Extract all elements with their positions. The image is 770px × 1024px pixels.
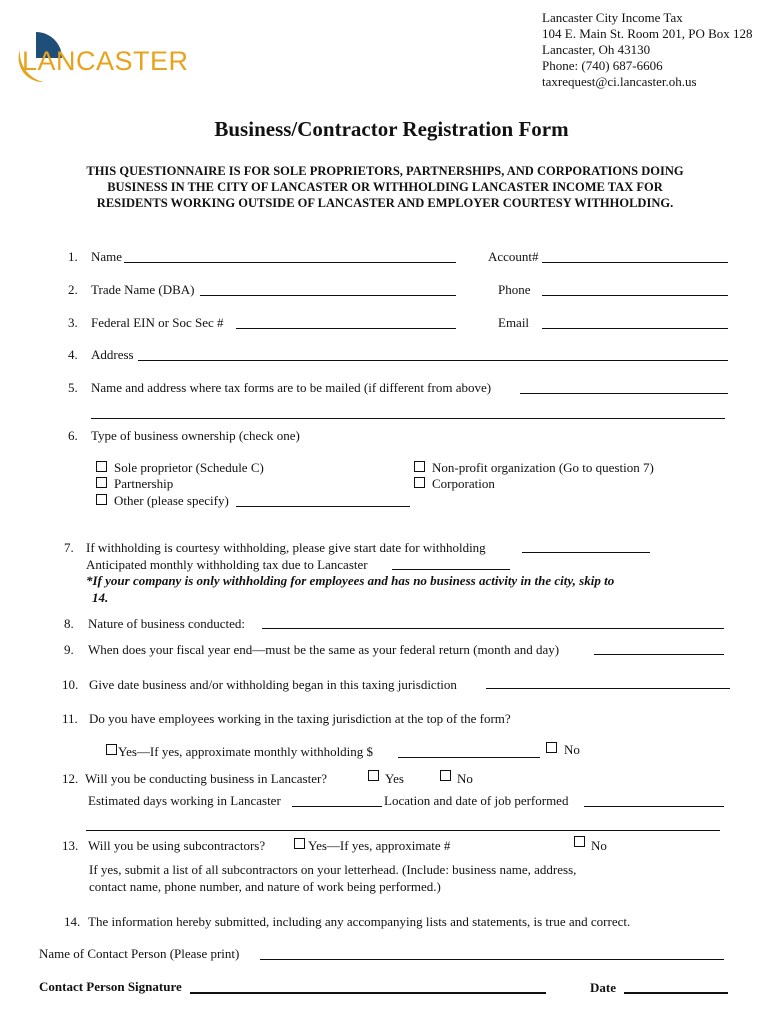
certification-statement: The information hereby submitted, including any accompanying lists and statements, is true and correct. xyxy=(88,914,631,929)
conducting-business-label: Will you be conducting business in Lancaster? xyxy=(85,771,328,786)
conducting-no-checkbox[interactable] xyxy=(440,770,451,781)
employees-no-label: No xyxy=(564,742,580,757)
q2-number: 2. xyxy=(68,282,78,297)
q1-number: 1. xyxy=(68,249,78,264)
sole-proprietor-checkbox[interactable] xyxy=(96,461,107,472)
mailing-field-line2[interactable] xyxy=(91,418,725,419)
partnership-checkbox[interactable] xyxy=(96,477,107,488)
withholding-start-field[interactable] xyxy=(522,552,650,553)
contact-name-label: Name of Contact Person (Please print) xyxy=(39,946,240,961)
fiscal-year-field[interactable] xyxy=(594,654,724,655)
estimated-days-field[interactable] xyxy=(292,806,382,807)
subcontractors-label: Will you be using subcontractors? xyxy=(88,838,266,853)
mailing-label: Name and address where tax forms are to be mailed (if different from above) xyxy=(91,380,492,395)
employees-label: Do you have employees working in the taxing jurisdiction at the top of the form? xyxy=(89,711,511,726)
q11-number: 11. xyxy=(62,711,78,726)
trade-name-label: Trade Name (DBA) xyxy=(91,282,195,297)
start-date-field[interactable] xyxy=(486,688,730,689)
conducting-yes-checkbox[interactable] xyxy=(368,770,379,781)
logo-text: LANCASTER xyxy=(22,46,189,76)
email-label: Email xyxy=(498,315,530,330)
q7-note: *If your company is only withholding for employees and has no business activity in the city, skip to xyxy=(86,573,615,588)
conducting-yes-label: Yes xyxy=(385,771,404,786)
address-line: taxrequest@ci.lancaster.oh.us xyxy=(542,74,697,89)
name-field[interactable] xyxy=(124,262,456,263)
nonprofit-label: Non-profit organization (Go to question 7) xyxy=(432,460,654,475)
other-checkbox[interactable] xyxy=(96,494,107,505)
signature-field[interactable] xyxy=(190,992,546,994)
contact-name-field[interactable] xyxy=(260,959,724,960)
monthly-withholding-label: Anticipated monthly withholding tax due to Lancaster xyxy=(86,557,368,572)
account-label: Account# xyxy=(488,249,539,264)
q4-number: 4. xyxy=(68,347,78,362)
q3-number: 3. xyxy=(68,315,78,330)
address-line: Phone: (740) 687-6606 xyxy=(542,58,663,73)
employees-withholding-field[interactable] xyxy=(398,757,540,758)
start-date-label: Give date business and/or withholding began in this taxing jurisdiction xyxy=(89,677,457,692)
monthly-withholding-field[interactable] xyxy=(392,569,510,570)
subcontractors-no-label: No xyxy=(591,838,607,853)
instruction-line: THIS QUESTIONNAIRE IS FOR SOLE PROPRIETORS, PARTNERSHIPS, AND CORPORATIONS DOING xyxy=(86,164,684,178)
address-line: Lancaster City Income Tax xyxy=(542,10,683,25)
nature-label: Nature of business conducted: xyxy=(88,616,246,631)
job-location-label: Location and date of job performed xyxy=(384,793,569,808)
address-field[interactable] xyxy=(138,360,728,361)
conducting-no-label: No xyxy=(457,771,473,786)
q7-note-continued: 14. xyxy=(92,590,109,605)
phone-field[interactable] xyxy=(542,295,728,296)
form-title: Business/Contractor Registration Form xyxy=(214,117,569,141)
nature-field[interactable] xyxy=(262,628,724,629)
logo xyxy=(14,28,204,86)
corporation-label: Corporation xyxy=(432,476,495,491)
instruction-line: RESIDENTS WORKING OUTSIDE OF LANCASTER AND EMPLOYER COURTESY WITHHOLDING. xyxy=(96,196,674,210)
corporation-checkbox[interactable] xyxy=(414,477,425,488)
partnership-label: Partnership xyxy=(114,476,174,491)
ownership-label: Type of business ownership (check one) xyxy=(91,428,300,443)
address-label: Address xyxy=(91,347,134,362)
employees-yes-checkbox[interactable] xyxy=(106,744,117,755)
q10-number: 10. xyxy=(62,677,79,692)
subcontractors-yes-checkbox[interactable] xyxy=(294,838,305,849)
subcontractors-yes-label: Yes—If yes, approximate # xyxy=(308,838,451,853)
job-location-field-line2[interactable] xyxy=(86,830,720,831)
email-field[interactable] xyxy=(542,328,728,329)
q14-number: 14. xyxy=(64,914,81,929)
q6-number: 6. xyxy=(68,428,78,443)
trade-name-field[interactable] xyxy=(200,295,456,296)
q7-number: 7. xyxy=(64,540,74,555)
account-field[interactable] xyxy=(542,262,728,263)
withholding-start-label: If withholding is courtesy withholding, please give start date for withholding xyxy=(86,540,486,555)
mailing-field[interactable] xyxy=(520,393,728,394)
other-specify-field[interactable] xyxy=(236,506,410,507)
instruction-line: BUSINESS IN THE CITY OF LANCASTER OR WITHHOLDING LANCASTER INCOME TAX FOR xyxy=(107,180,663,194)
subcontractors-note-continued: contact name, phone number, and nature of work being performed.) xyxy=(89,879,441,894)
q13-number: 13. xyxy=(62,838,79,853)
employees-no-checkbox[interactable] xyxy=(546,742,557,753)
address-line: 104 E. Main St. Room 201, PO Box 128 xyxy=(542,26,753,41)
name-label: Name xyxy=(91,249,123,264)
date-field[interactable] xyxy=(624,992,728,994)
q8-number: 8. xyxy=(64,616,74,631)
ein-label: Federal EIN or Soc Sec # xyxy=(91,315,224,330)
fiscal-year-label: When does your fiscal year end—must be the same as your federal return (month and day) xyxy=(88,642,560,657)
q9-number: 9. xyxy=(64,642,74,657)
q12-number: 12. xyxy=(62,771,79,786)
signature-label: Contact Person Signature xyxy=(39,979,182,994)
nonprofit-checkbox[interactable] xyxy=(414,461,425,472)
phone-label: Phone xyxy=(498,282,531,297)
employees-yes-label: Yes—If yes, approximate monthly withholding $ xyxy=(118,744,374,759)
q5-number: 5. xyxy=(68,380,78,395)
estimated-days-label: Estimated days working in Lancaster xyxy=(88,793,281,808)
subcontractors-no-checkbox[interactable] xyxy=(574,836,585,847)
address-line: Lancaster, Oh 43130 xyxy=(542,42,651,57)
subcontractors-note: If yes, submit a list of all subcontractors on your letterhead. (Include: business name, address, xyxy=(89,862,577,877)
ein-field[interactable] xyxy=(236,328,456,329)
job-location-field[interactable] xyxy=(584,806,724,807)
other-label: Other (please specify) xyxy=(114,493,229,508)
date-label: Date xyxy=(590,980,616,995)
sole-proprietor-label: Sole proprietor (Schedule C) xyxy=(114,460,264,475)
